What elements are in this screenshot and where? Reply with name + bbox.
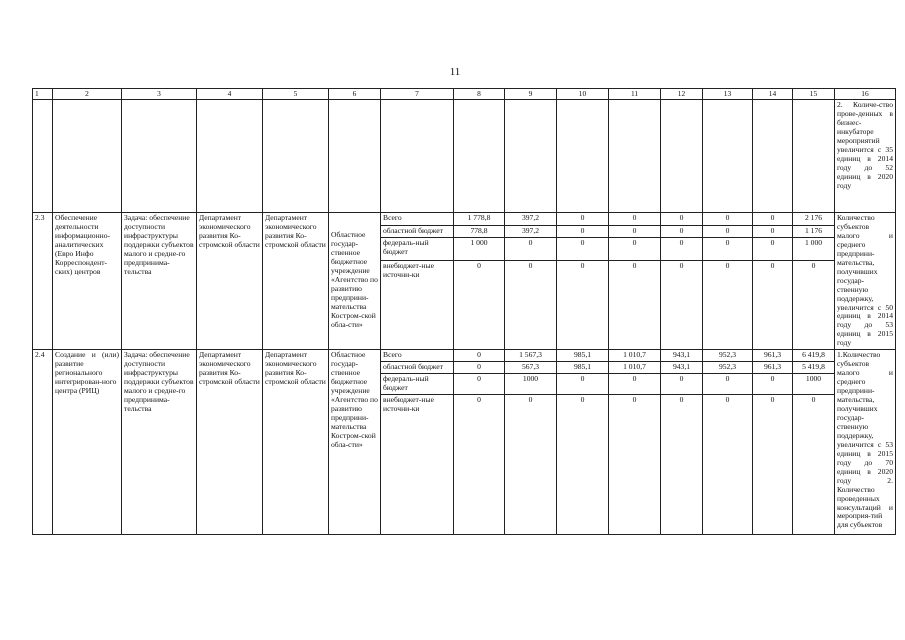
header-row (33, 89, 896, 100)
source-label: внебюджет-ные источни-ки (381, 395, 454, 535)
header-cell: 14 (753, 89, 793, 100)
participant: Областное государ-ственное бюджетное учреждение «Агентство по развитию предприни-мательства Костром-ской обла-сти» (329, 350, 381, 535)
value-cell: 0 (703, 260, 753, 350)
header-cell: 4 (197, 89, 263, 100)
empty-cell (329, 100, 381, 213)
value-cell: 952,3 (703, 362, 753, 374)
row-number: 2.4 (33, 350, 53, 535)
value-cell: 0 (609, 395, 661, 535)
value-cell: 0 (753, 213, 793, 226)
value-cell: 0 (753, 238, 793, 260)
value-cell: 0 (557, 260, 609, 350)
empty-cell (33, 100, 53, 213)
value-cell: 1 000 (793, 238, 835, 260)
value-cell: 0 (454, 260, 505, 350)
value-cell: 0 (703, 395, 753, 535)
value-cell: 2 176 (793, 213, 835, 226)
empty-cell (381, 100, 454, 213)
value-cell: 778,8 (454, 225, 505, 238)
value-cell: 0 (793, 395, 835, 535)
empty-cell (609, 100, 661, 213)
empty-cell (263, 100, 329, 213)
header-cell: 11 (609, 89, 661, 100)
customer: Департамент экономического развития Ко-стромской области (197, 350, 263, 535)
source-label: Всего (381, 350, 454, 362)
header-cell: 6 (329, 89, 381, 100)
table-row (33, 350, 896, 362)
expected-result: Количество субъектов малого и среднего предприни-мательства, получивших государ-ственную поддержку, увеличится с 50 единиц в 2014 году до 53 единиц в 2015 году (835, 213, 896, 350)
continuation-row (33, 100, 896, 213)
header-cell: 16 (835, 89, 896, 100)
value-cell: 0 (609, 213, 661, 226)
header-cell: 15 (793, 89, 835, 100)
value-cell: 1 567,3 (505, 350, 557, 362)
value-cell: 985,1 (557, 362, 609, 374)
value-cell: 0 (661, 395, 703, 535)
value-cell: 0 (609, 374, 661, 395)
empty-cell (557, 100, 609, 213)
empty-cell (454, 100, 505, 213)
value-cell: 0 (753, 374, 793, 395)
value-cell: 943,1 (661, 362, 703, 374)
value-cell: 0 (505, 238, 557, 260)
value-cell: 0 (661, 260, 703, 350)
value-cell: 0 (793, 260, 835, 350)
empty-cell (703, 100, 753, 213)
executor: Департамент экономического развития Ко-стромской области (263, 213, 329, 350)
empty-cell (122, 100, 197, 213)
source-label: областной бюджет (381, 225, 454, 238)
value-cell: 952,3 (703, 350, 753, 362)
empty-cell (793, 100, 835, 213)
empty-cell (197, 100, 263, 213)
empty-cell (53, 100, 122, 213)
value-cell: 0 (557, 225, 609, 238)
value-cell: 0 (703, 213, 753, 226)
header-cell: 3 (122, 89, 197, 100)
value-cell: 0 (661, 374, 703, 395)
value-cell: 0 (753, 260, 793, 350)
value-cell: 0 (557, 395, 609, 535)
value-cell: 0 (661, 213, 703, 226)
source-label: федераль-ный бюджет (381, 238, 454, 260)
activity-task: Задача: обеспечение доступности инфраструктуры поддержки субъектов малого и средне-го предпринима-тельства (122, 213, 197, 350)
empty-cell (753, 100, 793, 213)
table-row (33, 213, 896, 226)
page-number: 11 (449, 66, 461, 78)
value-cell: 567,3 (505, 362, 557, 374)
empty-cell (505, 100, 557, 213)
value-cell: 985,1 (557, 350, 609, 362)
value-cell: 0 (505, 260, 557, 350)
value-cell: 397,2 (505, 213, 557, 226)
value-cell: 0 (703, 238, 753, 260)
header-cell: 7 (381, 89, 454, 100)
source-label: Всего (381, 213, 454, 226)
value-cell: 1 176 (793, 225, 835, 238)
value-cell: 0 (454, 362, 505, 374)
value-cell: 961,3 (753, 350, 793, 362)
empty-cell (661, 100, 703, 213)
participant: Областное государ-ственное бюджетное учреждение «Агентство по развитию предприни-мательства Костром-ской обла-сти» (329, 213, 381, 350)
value-cell: 0 (703, 225, 753, 238)
value-cell: 0 (557, 374, 609, 395)
activity-name: Создание и (или) развитие регионального интегрирован-ного центра (РИЦ) (53, 350, 122, 535)
value-cell: 1 010,7 (609, 350, 661, 362)
value-cell: 0 (505, 395, 557, 535)
value-cell: 1 010,7 (609, 362, 661, 374)
header-cell: 8 (454, 89, 505, 100)
value-cell: 6 419,8 (793, 350, 835, 362)
value-cell: 1000 (505, 374, 557, 395)
value-cell: 0 (609, 225, 661, 238)
value-cell: 0 (753, 225, 793, 238)
header-cell: 12 (661, 89, 703, 100)
value-cell: 943,1 (661, 350, 703, 362)
expected-result: 2. Количе-ство прове-денных в бизнес-инкубаторе мероприятий увеличится с 35 единиц в 2014 году до 52 единиц в 2020 году (835, 100, 896, 213)
source-label: федераль-ный бюджет (381, 374, 454, 395)
expected-result: 1.Количество субъектов малого и среднего предприни-мательства, получивших государ-ственную поддержку, увеличится с 53 единиц в 2015 году до 70 единиц в 2020 году 2. Количество проведенных консультаций и мероприя-тий для субъектов (835, 350, 896, 535)
value-cell: 0 (557, 213, 609, 226)
value-cell: 0 (454, 374, 505, 395)
header-cell: 9 (505, 89, 557, 100)
value-cell: 0 (661, 225, 703, 238)
executor: Департамент экономического развития Ко-стромской области (263, 350, 329, 535)
value-cell: 0 (609, 260, 661, 350)
value-cell: 961,3 (753, 362, 793, 374)
value-cell: 0 (454, 350, 505, 362)
source-label: областной бюджет (381, 362, 454, 374)
header-cell: 13 (703, 89, 753, 100)
value-cell: 0 (557, 238, 609, 260)
value-cell: 5 419,8 (793, 362, 835, 374)
activity-name: Обеспечение деятельности информационно-аналитических (Евро Инфо Корреспондент-ских) центров (53, 213, 122, 350)
header-cell: 10 (557, 89, 609, 100)
value-cell: 397,2 (505, 225, 557, 238)
value-cell: 1 000 (454, 238, 505, 260)
header-cell: 1 (33, 89, 53, 100)
header-cell: 5 (263, 89, 329, 100)
value-cell: 0 (609, 238, 661, 260)
program-table (32, 88, 896, 535)
value-cell: 1000 (793, 374, 835, 395)
source-label: внебюджет-ные источни-ки (381, 260, 454, 350)
value-cell: 0 (454, 395, 505, 535)
value-cell: 1 778,8 (454, 213, 505, 226)
activity-task: Задача: обеспечение доступности инфраструктуры поддержки субъектов малого и средне-го предпринима-тельства (122, 350, 197, 535)
row-number: 2.3 (33, 213, 53, 350)
value-cell: 0 (661, 238, 703, 260)
customer: Департамент экономического развития Ко-стромской области (197, 213, 263, 350)
value-cell: 0 (753, 395, 793, 535)
value-cell: 0 (703, 374, 753, 395)
header-cell: 2 (53, 89, 122, 100)
